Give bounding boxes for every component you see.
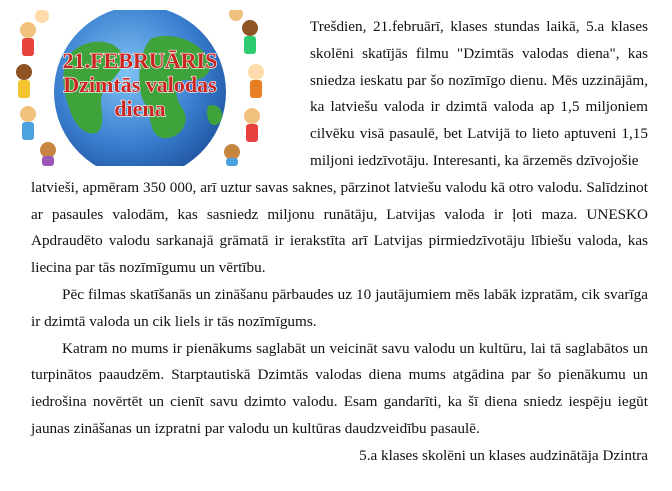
intro-line: miljoni iedzīvotāju. Interesanti, ka ārzemēs dzīvojošie bbox=[310, 151, 639, 169]
intro-line: cilvēku visā pasaulē, bet Latvijā to lieto aptuveni 1,15 bbox=[310, 125, 648, 143]
paragraph-2: Pēc filmas skatīšanās un zināšanu pārbaudes uz 10 jautājumiem mēs labāk izpratām, cik svarīga ir dzimtā valoda un cik liels ir tās nozīmīgums. bbox=[31, 285, 648, 330]
intro-line: skolēni skatījās filmu "Dzimtās valodas diena", kas bbox=[310, 44, 648, 62]
intro-line: sniedza ieskatu par šo nozīmīgo dienu. Mēs uzzinājām, bbox=[310, 71, 648, 89]
paragraph-1-intro bbox=[31, 14, 648, 175]
paragraph-3: Katram no mums ir pienākums saglabāt un veicināt savu valodu un kultūru, lai tā saglabātos un turpinātos paaudzēm. Starptautiskā Dzimtās valodas diena mums atgādina par šo pienākumu un iedrošina novērtēt un cienīt savu dzimto valodu. Esam gandarīti, ka šī diena sniedz iespēju iegūt jaunas zināšanas un izpratni par valodu un kultūras daudzveidību pasaulē. bbox=[31, 339, 648, 437]
intro-line: ka latviešu valoda ir dzimtā valoda ap 1,5 miljoniem bbox=[310, 98, 648, 116]
banner-title-line2: Dzimtās valodas bbox=[63, 72, 217, 97]
intro-line: Trešdien, 21.februārī, klases stundas laikā, 5.a klases bbox=[310, 18, 648, 35]
article-body bbox=[31, 14, 648, 470]
signature: 5.a klases skolēni un klases audzinātāja Dzintra bbox=[359, 446, 648, 464]
banner-title-line3: diena bbox=[114, 96, 166, 121]
banner-title-line1: 21.FEBRUĀRIS bbox=[62, 48, 218, 73]
paragraph-1-rest: latvieši, apmēram 350 000, arī uztur savas saknes, pārzinot latviešu valodu kā otro valodu. Salīdzinot ar pasaules valodām, kas sasniedz miljonu runātāju, Latvijas valoda ir ļoti maza. UNESKO Apdraudēto valodu sarkanajā grāmatā ir ierakstīta arī Latvijas pirmiedzīvotāju lībiešu valoda, kas liecina par tās nozīmīgumu un vērtību. bbox=[31, 178, 648, 277]
